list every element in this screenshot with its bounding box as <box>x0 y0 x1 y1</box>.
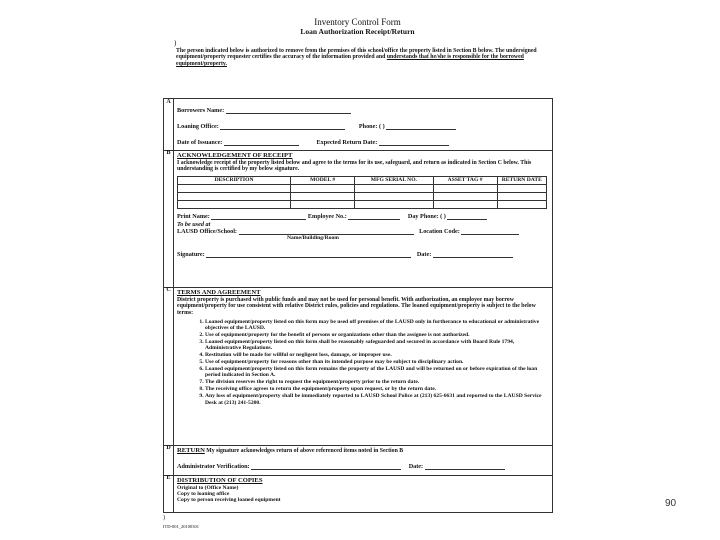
copy-loaning-office: Copy to loaning office <box>177 491 230 497</box>
admin-field[interactable] <box>251 463 401 470</box>
section-d-letter: D <box>164 445 174 475</box>
admin-date-label: Date: <box>408 462 424 470</box>
section-c <box>164 287 552 446</box>
employee-field[interactable] <box>348 213 400 220</box>
issuance-row <box>177 139 548 146</box>
borrower-field[interactable] <box>226 107 351 114</box>
section-c-text: District property is purchased with public funds and may not be used for personal benefit. With authorization, an employee may borrow equipment/property for use consistent with relative District rules, policies and regulations. The loaned equipment/property is subject to the below terms: <box>177 296 536 316</box>
signature-date-field[interactable] <box>433 251 513 258</box>
section-d <box>164 445 552 476</box>
phone-label: Phone: ( ) <box>358 123 385 131</box>
items-table <box>177 176 547 209</box>
list-item: 5. Use of equipment/property for reasons other than its intended purpose may be subject to disciplinary action. <box>205 359 548 365</box>
section-b <box>164 150 552 288</box>
used-at-label: To be used at <box>177 221 211 229</box>
list-item: 2. Use of equipment/property for the benefit of persons or organizations other than the assignee is not authorized. <box>205 332 548 338</box>
admin-label: Administrator Verification: <box>177 462 250 470</box>
intro-text <box>176 48 541 68</box>
intro-line-1: The person indicated below is authorized to remove from the premises of this school/office the property listed in Section B below. The undersigned equipment/property requester certifies the accuracy of the information provided and <box>176 47 537 61</box>
section-e-letter: E <box>164 475 174 512</box>
table-row[interactable] <box>178 200 547 208</box>
col-asset-tag: ASSET TAG # <box>433 176 497 184</box>
section-a <box>164 99 552 151</box>
office-row <box>177 123 548 130</box>
return-statement <box>177 447 548 455</box>
list-item: 6. Loaned equipment/property listed on this form remains the property of the LAUSD and will be returned on or before expiration of the loan period indicated in Section A. <box>205 366 548 379</box>
section-e-heading: DISTRIBUTION OF COPIES <box>177 477 263 484</box>
page-number: 90 <box>665 498 677 509</box>
section-c-letter: C <box>164 287 174 445</box>
admin-row <box>177 463 548 470</box>
lausd-row <box>177 228 548 235</box>
borrower-row <box>177 107 548 114</box>
form-subtitle: Loan Authorization Receipt/Return <box>300 26 415 36</box>
intro-line-2: understands that he/she is responsible for the borrowed equipment/property. <box>176 54 524 67</box>
signature-date-label: Date: <box>416 250 432 258</box>
signature-label: Signature: <box>177 250 205 258</box>
section-b-heading: ACKNOWLEDGEMENT OF RECEIPT <box>177 152 293 159</box>
location-label: Location Code: <box>419 228 460 236</box>
return-text: My signature acknowledges return of above referenced items noted in Section B <box>206 448 404 454</box>
office-field[interactable] <box>220 123 345 130</box>
office-label: Loaning Office: <box>177 123 219 131</box>
bottom-mark: ) <box>163 515 165 521</box>
lausd-label: LAUSD Office/School: <box>177 228 237 236</box>
print-name-field[interactable] <box>211 213 306 220</box>
return-date-field[interactable] <box>379 139 449 146</box>
print-name-label: Print Name: <box>177 212 210 220</box>
form-box <box>163 98 553 513</box>
form-title: Inventory Control Form <box>314 17 401 27</box>
terms-list <box>177 319 548 406</box>
list-item: 9. Any loss of equipment/property shall be immediately reported to LAUSD School Police at (213) 625-6631 and reported to the LAUSD Service Desk at (213) 241-5200. <box>205 393 548 406</box>
section-e <box>164 475 552 512</box>
return-date-label: Expected Return Date: <box>316 139 378 147</box>
table-row[interactable] <box>178 192 547 200</box>
list-item: 7. The division reserves the right to request the equipment/property prior to the return date. <box>205 379 548 385</box>
day-phone-field[interactable] <box>447 213 487 220</box>
issuance-field[interactable] <box>224 139 299 146</box>
borrower-label: Borrowers Name: <box>177 107 225 114</box>
employee-label: Employee No.: <box>307 212 347 220</box>
print-row <box>177 213 548 220</box>
document-page <box>160 18 555 533</box>
issuance-label: Date of Issuance: <box>177 139 223 147</box>
list-item: 1. Loaned equipment/property listed on this form may be used off premises of the LAUSD only in furtherance to educational or administrative objectives of the LAUSD. <box>205 319 548 332</box>
admin-date-field[interactable] <box>425 463 505 470</box>
col-serial: MFG SERIAL NO. <box>355 176 434 184</box>
signature-field[interactable] <box>206 251 411 258</box>
phone-field[interactable] <box>386 123 456 130</box>
section-c-heading: TERMS AND AGREEMENT <box>177 289 261 296</box>
table-row[interactable] <box>178 184 547 192</box>
copy-receiver: Copy to person receiving loaned equipment <box>177 497 281 504</box>
col-model: MODEL # <box>291 176 355 184</box>
section-b-letter: B <box>164 150 174 287</box>
list-item: 4. Restitution will be made for willful or negligent loss, damage, or improper use. <box>205 352 548 358</box>
top-mark: ) <box>174 38 177 47</box>
day-phone-label: Day Phone: ( ) <box>407 212 446 220</box>
lausd-field[interactable] <box>239 228 414 235</box>
list-item: 3. Loaned equipment/property listed on this form shall be reasonably safeguarded and secured in accordance with Board Rule 1794, Administrative Regulations. <box>205 339 548 352</box>
col-return-date: RETURN DATE <box>497 176 546 184</box>
signature-row <box>177 251 548 258</box>
section-a-letter: A <box>164 99 174 150</box>
items-header-row <box>178 176 547 184</box>
return-heading: RETURN <box>177 447 205 454</box>
copy-original: Original to (Office Name) <box>177 484 239 491</box>
section-b-text: I acknowledge receipt of the property listed below and agree to the terms for its use, safeguard, and return as indicated in Section C below. This understanding is certified by my below signature. <box>177 159 532 173</box>
col-description: DESCRIPTION <box>178 176 291 184</box>
location-field[interactable] <box>461 228 519 235</box>
list-item: 8. The receiving office agrees to return the equipment/property upon request, or by the return date. <box>205 386 548 392</box>
form-code: ITD-001_20100301 <box>163 524 199 529</box>
name-room-caption: Name/Building/Room <box>287 235 339 242</box>
